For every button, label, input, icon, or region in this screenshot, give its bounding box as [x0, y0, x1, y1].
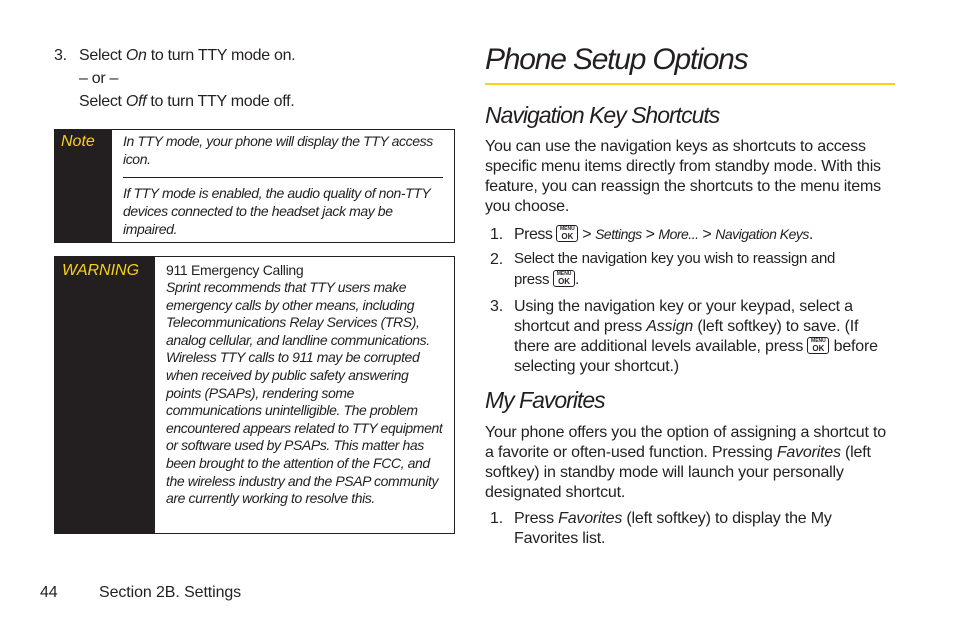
menu-ok-key-icon: MENU OK: [553, 270, 575, 287]
fav-step-1-text: Press Favorites (left softkey) to display the My Favorites list.: [514, 510, 832, 547]
menu-ok-key-icon: MENU OK: [556, 225, 578, 242]
nav-shortcuts-intro: You can use the navigation keys as shortcuts to access specific menu items directly from standby mode. With this feature, you can reassign the shortcuts to the menu items you choose.: [485, 138, 881, 215]
softkey-on: On: [125, 47, 147, 64]
step-number: 3.: [490, 298, 503, 315]
nav-step-2-line2: press MENU OK .: [514, 271, 579, 288]
my-favorites-intro: Your phone offers you the option of assigning a shortcut to a favorite or often-used function. Pressing Favorites (left softkey) in standby mode will launch your personally designated shortcut.: [485, 424, 886, 501]
step-number: 2.: [490, 251, 503, 268]
warning-title: 911 Emergency Calling: [166, 262, 304, 278]
step-number: 1.: [490, 510, 503, 527]
softkey-off: Off: [125, 93, 147, 110]
note-label: Note: [61, 133, 95, 150]
note-text-1: In TTY mode, your phone will display the TTY access icon.: [123, 133, 433, 167]
my-favorites-heading: My Favorites: [485, 387, 605, 413]
nav-step-2-line1: Select the navigation key you wish to reassign and: [514, 250, 836, 267]
or-separator: – or –: [79, 70, 119, 87]
warning-label-panel: [54, 256, 155, 534]
menu-ok-key-icon: MENU OK: [807, 337, 829, 354]
warning-text: Sprint recommends that TTY users make emergency calls by other means, including Telecommunications Relay Services (TRS), analog cellular, and landline communications. Wireless TTY calls to 911 may be corrupted when received by public safety answering points (PSAPs), rendering some communications unintelligible. The problem encountered appears related to TTY equipment or software used by PSAPs. This matter has been brought to the attention of the FCC, and the wireless industry and the PSAP community are currently working to resolve this.: [166, 279, 443, 507]
page-number: 44: [40, 584, 58, 601]
softkey-favorites: Favorites: [776, 444, 841, 461]
step-line-off: Select Off to turn TTY mode off.: [79, 93, 295, 110]
softkey-assign: Assign: [646, 318, 694, 335]
nav-shortcuts-heading: Navigation Key Shortcuts: [485, 102, 720, 128]
nav-step-1-text: Press MENU OK > Settings > More... > Navigation Keys.: [514, 226, 813, 243]
step-number: 3.: [54, 47, 67, 64]
step-number: 1.: [490, 226, 503, 243]
title-underline: [485, 83, 895, 85]
section-label: Section 2B. Settings: [99, 584, 242, 601]
step-line-on: Select On to turn TTY mode on.: [79, 47, 296, 64]
note-text-2: If TTY mode is enabled, the audio quality of non-TTY devices connected to the headset jack may be impaired.: [123, 185, 431, 237]
note-divider: [123, 177, 443, 178]
warning-label: WARNING: [62, 262, 140, 279]
page-title: Phone Setup Options: [485, 43, 748, 76]
softkey-favorites: Favorites: [558, 510, 623, 527]
nav-step-3-text: Using the navigation key or your keypad, select a shortcut and press Assign (left softkey) to save. (If there are additional levels available, press MENU OK before selecting your shortcut.): [514, 298, 878, 375]
